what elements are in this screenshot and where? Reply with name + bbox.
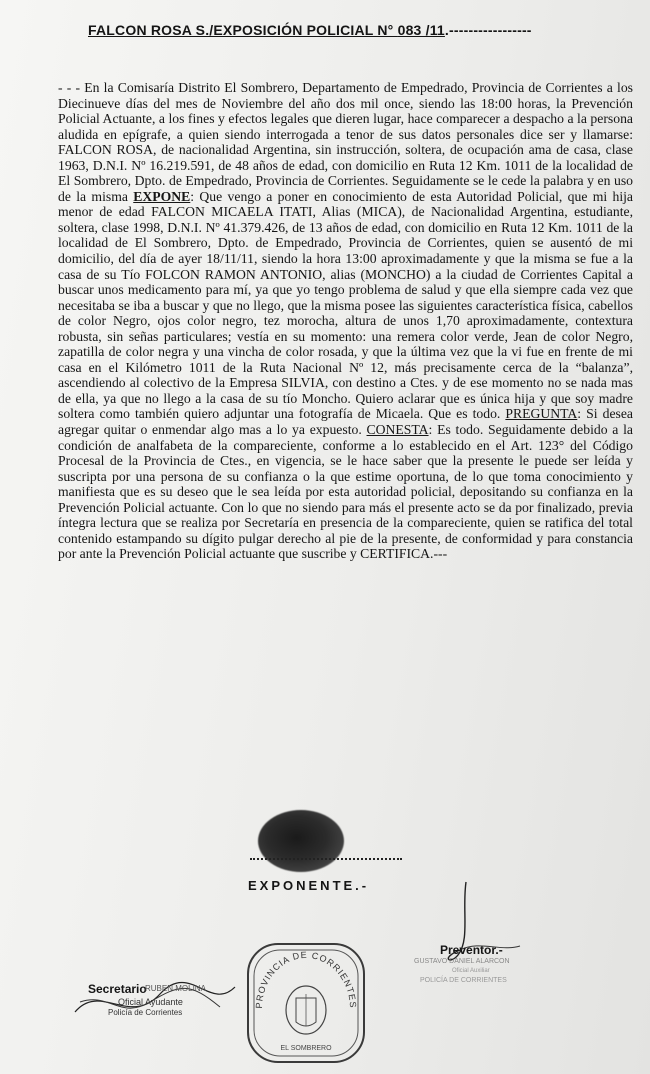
title-trailer: .----------------- <box>444 22 532 38</box>
secretario-org: Policía de Corrientes <box>108 1008 183 1017</box>
preventor-title: Preventor.- <box>440 943 503 957</box>
document-title <box>88 22 608 38</box>
pregunta-heading: PREGUNTA <box>505 406 578 422</box>
statement-text: : Que vengo a poner en conocimiento de esta Autoridad Policial, que mi hija menor de edad FALCON MICAELA ITATI, Alias (MICA), de Nacionalidad Argentina, estudiante, soltera, clase 1998, D.N.I. Nº 41.379.426, de 13 años de edad, con domicilio en Ruta 12 Km. 1011 de la localidad de El Sombrero, Dpto. de Empedrado, Provincia de Corrientes, quien se ausentó de mi domicilio, del día de ayer 18/11/11, siendo la hora 13:00 aproximadamente y que la misma se fue a la casa de su Tío FOLCON RAMON ANTONIO, alias (MONCHO) a la ciudad de Corrientes Capital a buscar unos medicamento para mí, ya que yo tengo problema de salud y que ella siempre cada vez que necesitaba se iba a buscar y que no llego, que la misma posee las siguientes característica física, cabellos de color Negro, ojos color negro, tez morocha, altura de unos 1,70 aproximadamente, contextura robusta, sin señas particulares; vestía en su momento: una remera color verde, Jean de color Negro, zapatilla de color negra y una vincha de color rosada, y que la última vez que la vi fue en frente de mi casa en el Kilómetro 1011 de la Ruta Nacional Nº 12, más precisamente cerca de la “balanza”, ascendiendo al colectivo de la Empresa SILVIA, con destino a Ctes. y de ese momento no se nada mas de ella, ya que no llego a la casa de su tío Moncho. Quiero aclarar que es única hija y que soy madre soltera como también quiero adjuntar una fotografía de Micaela. Que es todo. <box>58 188 634 422</box>
secretario-rank: Oficial Ayudante <box>118 997 183 1007</box>
exposition-number: 083 /11 <box>397 22 445 38</box>
expone-heading: EXPONE <box>133 188 191 204</box>
question-text: : Si desea agregar quitar o enmendar algo mas a lo ya expuesto. <box>58 406 633 438</box>
secretario-signature-block <box>70 972 240 1032</box>
preventor-role: Oficial Auxiliar <box>452 968 490 974</box>
intro-text: - - - En la Comisaría Distrito El Sombrero, Departamento de Empedrado, Provincia de Corrientes a los Diecinueve días del mes de Noviembre del año dos mil once, siendo las 18:00 horas, la Prevención Policial Actuante, a los fines y efectos legales que dieren lugar, hace comparecer a despacho a la persona aludida en epígrafe, a quien siendo interrogada a tenor de sus datos personales dice ser y llamarse: FALCON ROSA, de nacionalidad Argentina, sin instrucción, soltera, de ocupación ama de casa, clase 1963, D.N.I. Nº 16.219.591, de 48 años de edad, con domicilio en Ruta 12 Km. 1011 de la localidad de El Sombrero, Dpto. de Empedrado, Provincia de Corrientes. Seguidamente se le cede la palabra y en uso de la misma <box>58 80 633 204</box>
preventor-name: GUSTAVO DANIEL ALARCON <box>414 958 510 965</box>
preventor-signature-block <box>400 880 600 1010</box>
declaration-paragraph <box>58 80 633 562</box>
exponente-signature-line <box>250 858 402 860</box>
seal-top-text: PROVINCIA DE CORRIENTES <box>253 949 359 1009</box>
secretario-stamp-name: RUBEN MOLINA <box>145 984 206 993</box>
contesta-heading: CONESTA <box>366 422 429 438</box>
preventor-org: POLICÍA DE CORRIENTES <box>420 977 507 984</box>
seal-bottom-text: EL SOMBRERO <box>280 1045 332 1052</box>
official-seal <box>244 938 368 1068</box>
exponente-label: EXPONENTE.- <box>248 878 370 893</box>
secretario-title: Secretario <box>88 982 147 996</box>
thumbprint <box>258 810 344 872</box>
declaration-body <box>58 80 633 562</box>
title-text: FALCON ROSA S./EXPOSICIÓN POLICIAL N° <box>88 22 398 38</box>
closing-text: : Es todo. Seguidamente debido a la condición de analfabeta de la compareciente, conforme a lo establecido en el Art. 123° del Código Procesal de la Provincia de Ctes., en vigencia, se le hace saber que la presente le puede ser leída y suscripta por una persona de su confianza o la que estime oportuna, de lo que toma conocimiento y manifiesta que es su deseo que le sea leída por esta autoridad policial, depositando su confianza en la Prevención Policial actuante. Con lo que no siendo para más el presente acto se da por finalizado, previa íntegra lectura que se realiza por Secretaría en presencia de la compareciente, quien se ratifica del total contenido estampando su dígito pulgar derecho al pie de la presente, de conformidad y para constancia por ante la Prevención Policial actuante que suscribe y CERTIFICA.--- <box>58 422 633 562</box>
